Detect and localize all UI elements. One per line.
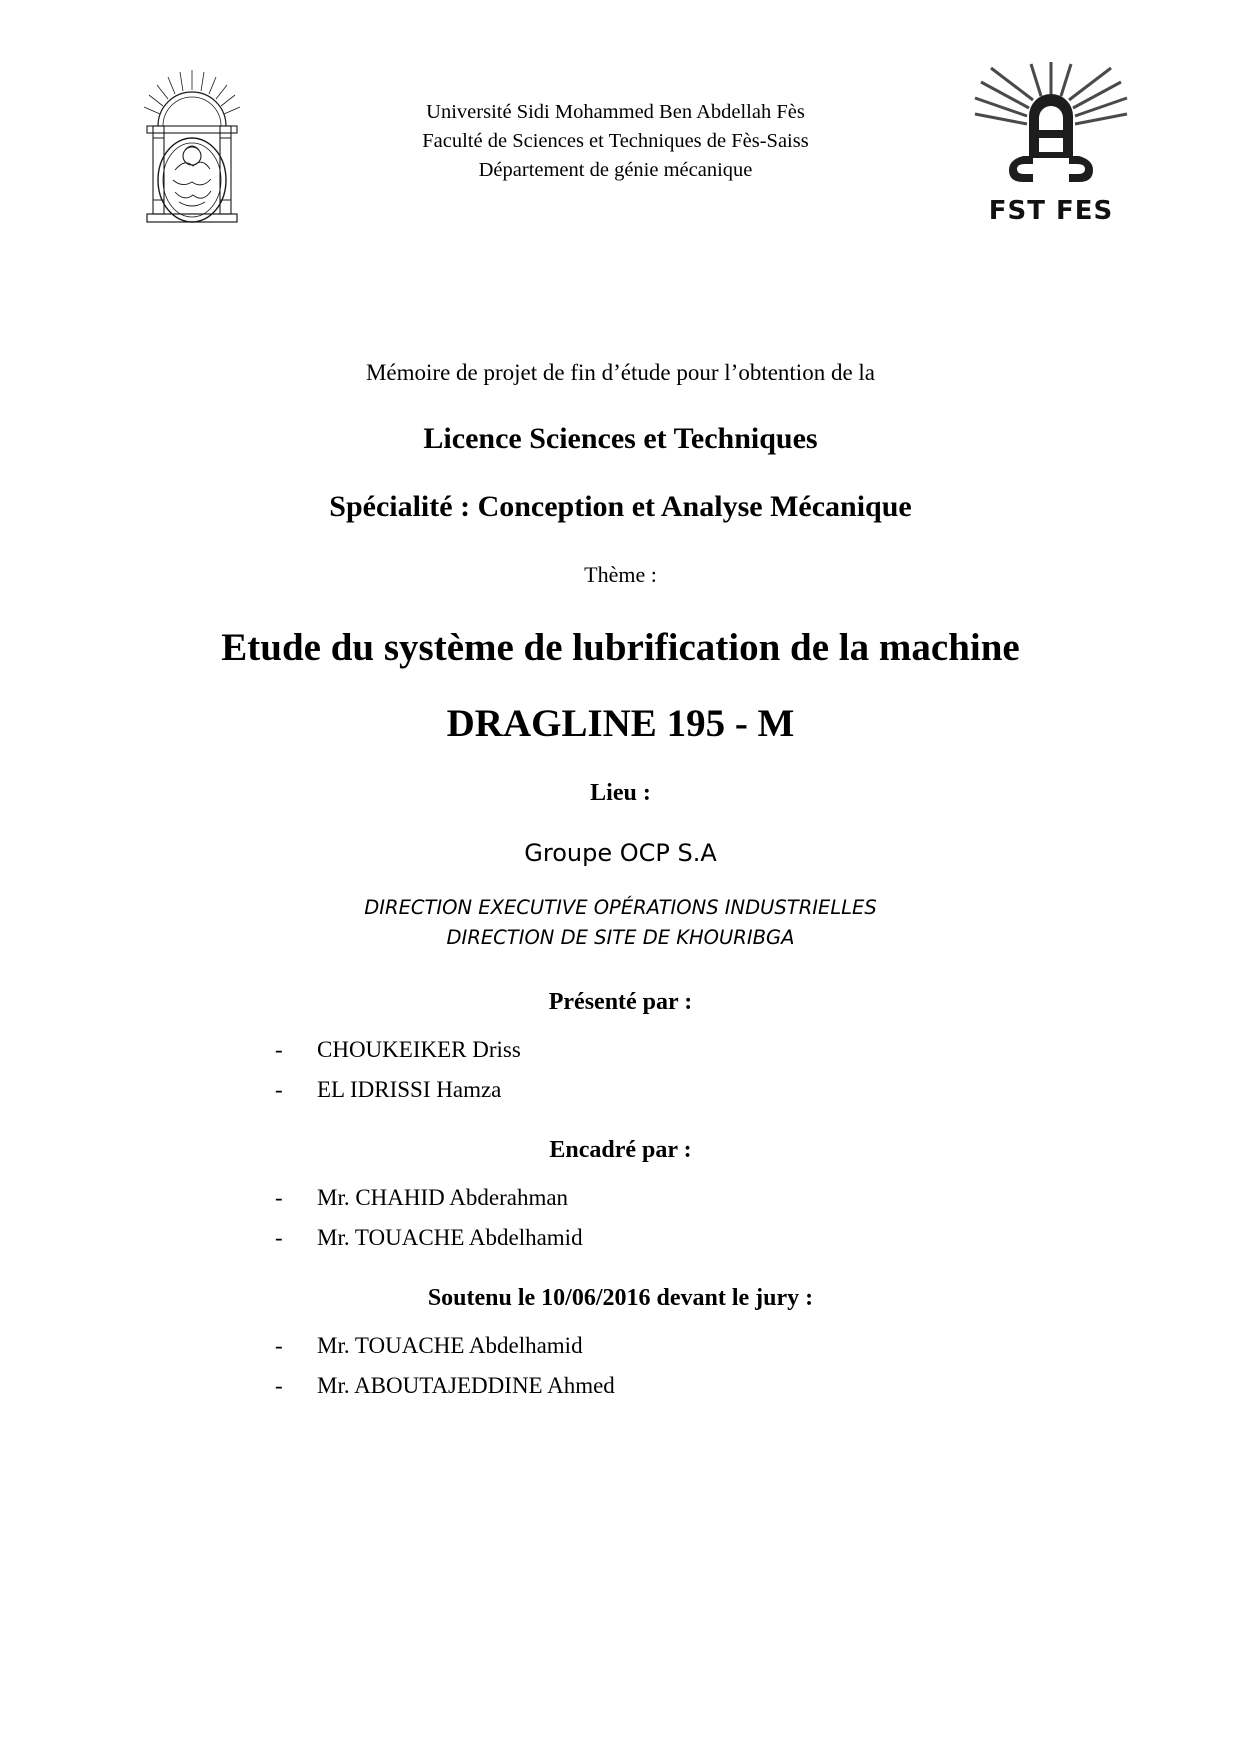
university-seal-logo (125, 60, 260, 245)
speciality-title: Spécialité : Conception et Analyse Mécanique (329, 490, 912, 523)
direction-line-2: DIRECTION DE SITE DE KHOURIBGA (446, 926, 795, 950)
memoire-line: Mémoire de projet de fin d’étude pour l’obtention de la (365, 360, 876, 385)
list-item (275, 1038, 1141, 1061)
project-title-line2: DRAGLINE 195 - M (446, 701, 795, 745)
department-name: Département de génie mécanique (478, 159, 753, 182)
fst-fes-logo (971, 60, 1131, 230)
author-name: CHOUKEIKER Driss (317, 1037, 521, 1063)
list-item (275, 1374, 1141, 1397)
presented-by-heading: Présenté par : (548, 989, 693, 1016)
bullet-dash: - (275, 1373, 283, 1399)
fst-fes-label: FST FES (988, 196, 1114, 226)
diploma-title: Licence Sciences et Techniques (423, 422, 818, 455)
defense-heading: Soutenu le 10/06/2016 devant le jury : (427, 1285, 814, 1312)
bullet-dash: - (275, 1185, 283, 1211)
list-item (275, 1078, 1141, 1101)
bullet-dash: - (275, 1333, 283, 1359)
bullet-dash: - (275, 1225, 283, 1251)
project-title-line1: Etude du système de lubrification de la machine (221, 626, 1020, 669)
list-item (275, 1226, 1141, 1249)
place-label: Lieu : (590, 779, 651, 806)
author-name: EL IDRISSI Hamza (317, 1077, 502, 1103)
bullet-dash: - (275, 1077, 283, 1103)
document-body (0, 360, 1241, 1397)
university-heading (260, 60, 971, 185)
list-item (275, 1334, 1141, 1357)
university-name: Université Sidi Mohammed Ben Abdellah Fès (426, 101, 805, 123)
theme-label: Thème : (584, 562, 657, 587)
faculty-name: Faculté de Sciences et Techniques de Fès-Saiss (422, 130, 809, 153)
jury-name: Mr. ABOUTAJEDDINE Ahmed (317, 1373, 615, 1399)
document-header (0, 0, 1241, 245)
company-name: Groupe OCP S.A (524, 838, 717, 867)
jury-list (100, 1334, 1141, 1397)
direction-line-1: DIRECTION EXECUTIVE OPÉRATIONS INDUSTRIELLES (364, 895, 877, 919)
jury-name: Mr. TOUACHE Abdelhamid (317, 1333, 583, 1359)
direction-block (100, 893, 1141, 953)
list-item (275, 1186, 1141, 1209)
authors-list (100, 1038, 1141, 1101)
supervisor-name: Mr. CHAHID Abderahman (317, 1185, 569, 1211)
supervisor-name: Mr. TOUACHE Abdelhamid (317, 1225, 583, 1251)
bullet-dash: - (275, 1037, 283, 1063)
supervised-by-heading: Encadré par : (549, 1137, 692, 1164)
supervisors-list (100, 1186, 1141, 1249)
